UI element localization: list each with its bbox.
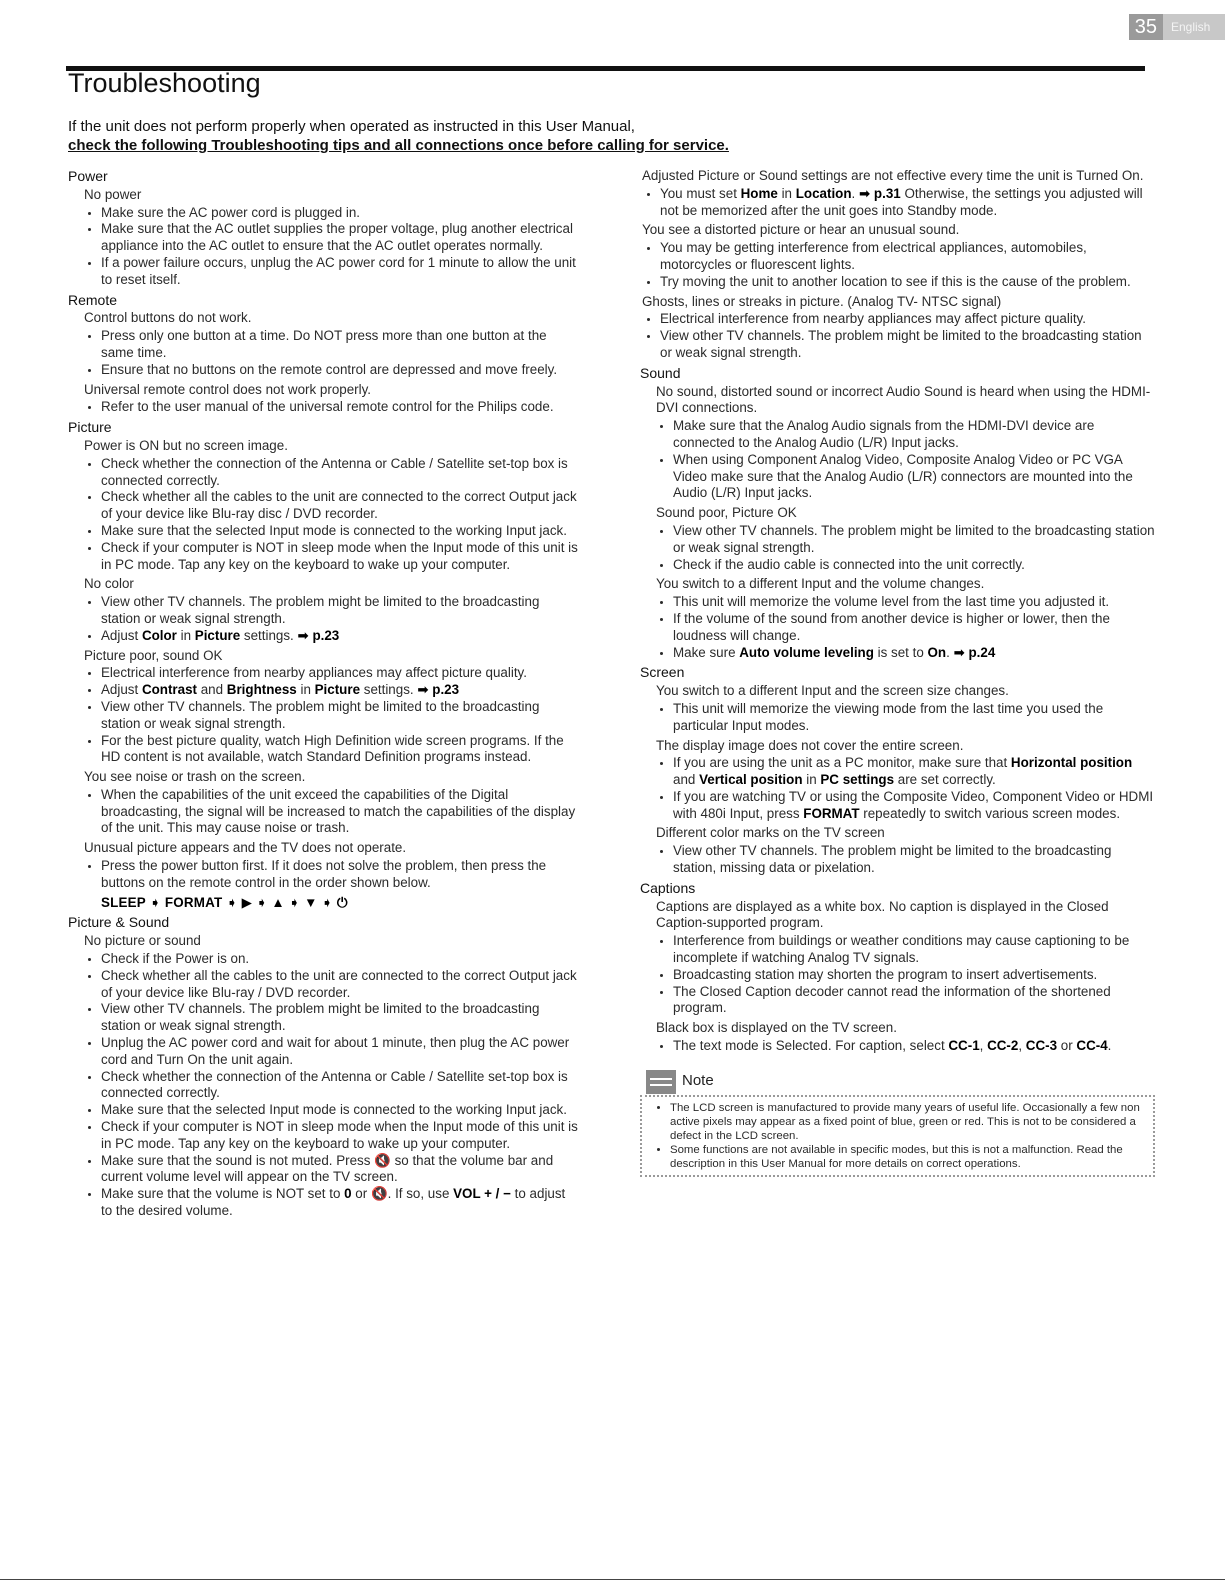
bullet-list xyxy=(68,858,578,892)
list-item xyxy=(101,1153,578,1187)
bullet-list xyxy=(640,240,1155,290)
text: Make sure that the sound is not muted. Press xyxy=(101,1152,375,1168)
list-item: • View other TV channels. The problem might be limited to the broadcasting station or weak signal strength. xyxy=(673,523,1155,557)
section-picture: Picture xyxy=(68,419,112,436)
list-item: • When using Component Analog Video, Composite Analog Video or PC VGA Video make sure that the Analog Audio (L/R) connectors are mounted into the Audio (L/R) Input jacks. xyxy=(673,452,1155,502)
list-item: • Check whether all the cables to the unit are connected to the correct Output jack of your device like Blu-ray / DVD recorder. xyxy=(101,968,578,1002)
bullet-list xyxy=(68,456,578,574)
list-item: • View other TV channels. The problem might be limited to the broadcasting station or weak signal strength. xyxy=(101,699,578,733)
issue: Sound poor, Picture OK xyxy=(656,505,797,521)
text: and xyxy=(197,682,227,698)
button-sequence: SLEEP ➧ FORMAT ➧ ▶ ➧ ▲ ➧ ▼ ➧ ⏻ xyxy=(101,894,348,910)
note-icon xyxy=(646,1070,676,1094)
bullet-list xyxy=(640,311,1155,361)
bullet-list xyxy=(640,933,1155,1017)
bullet-list xyxy=(68,951,578,1220)
menu-term: Vertical position xyxy=(699,772,803,788)
list-item: • Ensure that no buttons on the remote control are depressed and move freely. xyxy=(101,362,578,379)
text: in xyxy=(802,772,821,788)
list-item xyxy=(660,186,1155,220)
intro-line: If the unit does not perform properly when operated as instructed in this User Manual, xyxy=(68,118,635,135)
bullet-list xyxy=(640,186,1155,220)
list-item: • Check whether all the cables to the unit are connected to the correct Output jack of your device like Blu-ray disc / DVD recorder. xyxy=(101,489,578,523)
menu-term: Color xyxy=(141,627,177,643)
note-block xyxy=(640,1069,1155,1177)
menu-term: Location xyxy=(795,185,852,201)
bullet-list xyxy=(640,418,1155,502)
list-item xyxy=(673,755,1155,789)
bullet-list xyxy=(68,399,578,416)
list-item: • Electrical interference from nearby appliances may affect picture quality. xyxy=(101,665,578,682)
section-power: Power xyxy=(68,168,108,184)
bullet-list xyxy=(640,523,1155,573)
list-item: • Try moving the unit to another location to see if this is the cause of the problem. xyxy=(660,274,1155,291)
issue: You switch to a different Input and the volume changes. xyxy=(656,576,985,592)
menu-term: Picture xyxy=(194,627,241,643)
page-bottom-rule xyxy=(0,1579,1225,1580)
bullet-list xyxy=(68,787,578,837)
list-item: • This unit will memorize the viewing mode from the last time you used the particular Input modes. xyxy=(673,701,1155,735)
menu-term: Horizontal position xyxy=(1010,755,1133,771)
text: You must set xyxy=(660,185,741,201)
menu-term: Contrast xyxy=(141,682,197,698)
value-term: 0 xyxy=(344,1186,352,1202)
text: . xyxy=(851,185,859,201)
menu-term: Home xyxy=(740,185,778,201)
text: Otherwise, the settings you adjusted will not be memorized after the unit goes into Standby mode. xyxy=(660,185,1143,218)
menu-term: CC-3 xyxy=(1025,1038,1058,1054)
text: is set to xyxy=(873,644,928,660)
text: . xyxy=(1107,1038,1112,1054)
bullet-list xyxy=(68,205,578,289)
text: Adjust xyxy=(101,627,142,643)
list-item: • The LCD screen is manufactured to provide many years of useful life. Occasionally a few non active pixels may appear as a fixed point of blue, green or red. This is not to be considered a defect in the LCD screen. xyxy=(670,1101,1145,1143)
page-ref-link[interactable]: ➡ p.23 xyxy=(417,682,460,698)
list-item: • View other TV channels. The problem might be limited to the broadcasting station or weak signal strength. xyxy=(101,594,578,628)
section-picture-sound: Picture & Sound xyxy=(68,914,170,931)
list-item: • Broadcasting station may shorten the program to insert advertisements. xyxy=(673,967,1155,984)
issue: No picture or sound xyxy=(84,933,201,949)
section-screen: Screen xyxy=(640,664,685,681)
issue: Different color marks on the TV screen xyxy=(656,825,885,841)
list-item xyxy=(101,1186,578,1220)
section-sound: Sound xyxy=(640,364,681,381)
page-ref-link[interactable]: ➡ p.23 xyxy=(297,627,340,643)
list-item: • View other TV channels. The problem might be limited to the broadcasting station or weak signal strength. xyxy=(101,1001,578,1035)
mute-icon: 🔇 xyxy=(374,1152,391,1168)
text: settings. xyxy=(240,627,298,643)
list-item: • Check if the Power is on. xyxy=(101,951,578,968)
right-column xyxy=(640,168,1155,1177)
bullet-list xyxy=(68,328,578,378)
language-label: English xyxy=(1163,14,1225,40)
list-item: • For the best picture quality, watch High Definition wide screen programs. If the HD content is not available, watch Standard Definition programs instead. xyxy=(101,733,578,767)
text: , xyxy=(979,1038,988,1054)
list-item: • View other TV channels. The problem might be limited to the broadcasting station, missing data or pixelation. xyxy=(673,843,1155,877)
text: Adjust xyxy=(101,682,142,698)
list-item: • Some functions are not available in specific modes, but this is not a malfunction. Read the description in this User Manual for more details on correct operations. xyxy=(670,1143,1145,1171)
bullet-list xyxy=(640,594,1155,661)
list-item xyxy=(673,789,1155,823)
page-ref-link[interactable]: ➡ p.24 xyxy=(953,644,996,660)
issue: Captions are displayed as a white box. No caption is displayed in the Closed Caption-supported program. xyxy=(656,898,1109,931)
list-item: • Unplug the AC power cord and wait for about 1 minute, then plug the AC power cord and Turn On the unit again. xyxy=(101,1035,578,1069)
text: and xyxy=(673,772,700,788)
text: Make sure xyxy=(673,644,740,660)
list-item: • If the volume of the sound from another device is higher or lower, then the loudness will change. xyxy=(673,611,1155,645)
text: The text mode is Selected. For caption, select xyxy=(673,1038,949,1054)
bullet-list xyxy=(640,701,1155,735)
issue: You see noise or trash on the screen. xyxy=(84,769,306,785)
list-item: • Electrical interference from nearby appliances may affect picture quality. xyxy=(660,311,1155,328)
mute-icon: 🔇 xyxy=(370,1186,388,1202)
issue: No power xyxy=(84,186,142,202)
issue: Power is ON but no screen image. xyxy=(84,437,288,453)
list-item: • Make sure that the Analog Audio signals from the HDMI-DVI device are connected to the Analog Audio (L/R) Input jacks. xyxy=(673,418,1155,452)
text: to adjust to the desired volume. xyxy=(101,1186,566,1219)
menu-term: PC settings xyxy=(820,772,895,788)
list-item: • Check if your computer is NOT in sleep mode when the Input mode of this unit is in PC mode. Tap any key on the keyboard to wake up your computer. xyxy=(101,1119,578,1153)
list-item: • Make sure that the selected Input mode is connected to the working Input jack. xyxy=(101,1102,578,1119)
menu-term: CC-1 xyxy=(948,1038,980,1054)
text: are set correctly. xyxy=(894,772,996,788)
bullet-list xyxy=(640,843,1155,877)
bullet-list xyxy=(68,594,578,644)
bullet-list xyxy=(650,1101,1145,1171)
menu-term: CC-4 xyxy=(1076,1038,1108,1054)
text: or xyxy=(351,1186,371,1202)
section-captions: Captions xyxy=(640,879,696,896)
list-item xyxy=(673,1038,1155,1055)
button-term: VOL + / − xyxy=(453,1186,511,1202)
list-item: • Make sure that the selected Input mode is connected to the working Input jack. xyxy=(101,523,578,540)
text: If you are watching TV or using the Composite Video, Component Video or HDMI with 480i Input, press xyxy=(673,788,1154,821)
list-item: • Interference from buildings or weather conditions may cause captioning to be incomplete if watching Analog TV signals. xyxy=(673,933,1155,967)
list-item xyxy=(101,628,578,645)
text: Make sure that the volume is NOT set to xyxy=(101,1186,345,1202)
list-item: • When the capabilities of the unit exceed the capabilities of the Digital broadcasting, the signal will be increased to match the capabilities of the display of the unit. This may cause noise or trash. xyxy=(101,787,578,837)
page-badge xyxy=(1129,14,1225,40)
text: in xyxy=(176,627,195,643)
text: or xyxy=(1057,1038,1077,1054)
bullet-list xyxy=(68,665,578,766)
text: If you are using the unit as a PC monitor, make sure that xyxy=(673,755,1011,771)
list-item xyxy=(101,682,578,699)
text: settings. xyxy=(360,682,418,698)
text: repeatedly to switch various screen modes. xyxy=(859,805,1121,821)
list-item: • Make sure the AC power cord is plugged in. xyxy=(101,205,578,222)
list-item: • The Closed Caption decoder cannot read the information of the shortened program. xyxy=(673,984,1155,1018)
list-item: • Check if your computer is NOT in sleep mode when the Input mode of this unit is in PC mode. Tap any key on the keyboard to wake up your computer. xyxy=(101,540,578,574)
menu-term: CC-2 xyxy=(987,1038,1019,1054)
list-item: • Check if the audio cable is connected into the unit correctly. xyxy=(673,557,1155,574)
issue: No sound, distorted sound or incorrect Audio Sound is heard when using the HDMI-DVI connections. xyxy=(656,383,1151,416)
text: . If so, use xyxy=(387,1186,454,1202)
list-item: • Check whether the connection of the Antenna or Cable / Satellite set-top box is connected correctly. xyxy=(101,456,578,490)
list-item: • View other TV channels. The problem might be limited to the broadcasting station or weak signal strength. xyxy=(660,328,1155,362)
section-remote: Remote xyxy=(68,291,118,308)
text: in xyxy=(777,185,796,201)
issue: Black box is displayed on the TV screen. xyxy=(656,1020,897,1036)
issue: Picture poor, sound OK xyxy=(84,647,223,663)
bullet-list xyxy=(640,1038,1155,1055)
note-box xyxy=(640,1095,1155,1177)
issue: You see a distorted picture or hear an unusual sound. xyxy=(642,222,960,238)
bullet-list xyxy=(640,755,1155,822)
issue: Ghosts, lines or streaks in picture. (Analog TV- NTSC signal) xyxy=(642,293,1002,309)
button-term: FORMAT xyxy=(803,805,860,821)
issue: You switch to a different Input and the screen size changes. xyxy=(656,683,1009,699)
issue: Control buttons do not work. xyxy=(84,310,252,326)
list-item xyxy=(673,645,1155,662)
menu-term: Picture xyxy=(314,682,361,698)
issue: Adjusted Picture or Sound settings are not effective every time the unit is Turned On. xyxy=(642,168,1144,183)
text: . xyxy=(946,644,954,660)
note-header xyxy=(646,1069,1155,1095)
list-item: • You may be getting interference from electrical appliances, automobiles, motorcycles or fluorescent lights. xyxy=(660,240,1155,274)
text: , xyxy=(1018,1038,1026,1054)
menu-term: Auto volume leveling xyxy=(739,644,874,660)
intro xyxy=(68,117,729,155)
left-column xyxy=(68,168,578,1223)
menu-term: Brightness xyxy=(226,682,297,698)
list-item: • Press the power button first. If it does not solve the problem, then press the buttons on the remote control in the order shown below. xyxy=(101,858,578,892)
list-item: • If a power failure occurs, unplug the AC power cord for 1 minute to allow the unit to reset itself. xyxy=(101,255,578,289)
issue: No color xyxy=(84,576,134,592)
intro-emphasis: check the following Troubleshooting tips and all connections once before calling for service. xyxy=(68,137,729,154)
page-ref-link[interactable]: ➡ p.31 xyxy=(858,185,901,201)
text: in xyxy=(296,682,315,698)
issue: Universal remote control does not work properly. xyxy=(84,381,372,397)
note-title: Note xyxy=(682,1072,714,1090)
menu-term: On xyxy=(927,644,947,660)
list-item: • This unit will memorize the volume level from the last time you adjusted it. xyxy=(673,594,1155,611)
page-title: Troubleshooting xyxy=(68,68,261,98)
page-number: 35 xyxy=(1129,14,1163,40)
list-item: • Check whether the connection of the Antenna or Cable / Satellite set-top box is connected correctly. xyxy=(101,1069,578,1103)
issue: The display image does not cover the entire screen. xyxy=(656,737,964,753)
list-item: • Make sure that the AC outlet supplies the proper voltage, plug another electrical appliance into the AC outlet to ensure that the AC outlet operates normally. xyxy=(101,221,578,255)
text: so that the volume bar and current volume level will appear on the TV screen. xyxy=(101,1152,554,1185)
list-item: • Press only one button at a time. Do NOT press more than one button at the same time. xyxy=(101,328,578,362)
list-item: • Refer to the user manual of the universal remote control for the Philips code. xyxy=(101,399,578,416)
issue: Unusual picture appears and the TV does not operate. xyxy=(84,840,407,856)
